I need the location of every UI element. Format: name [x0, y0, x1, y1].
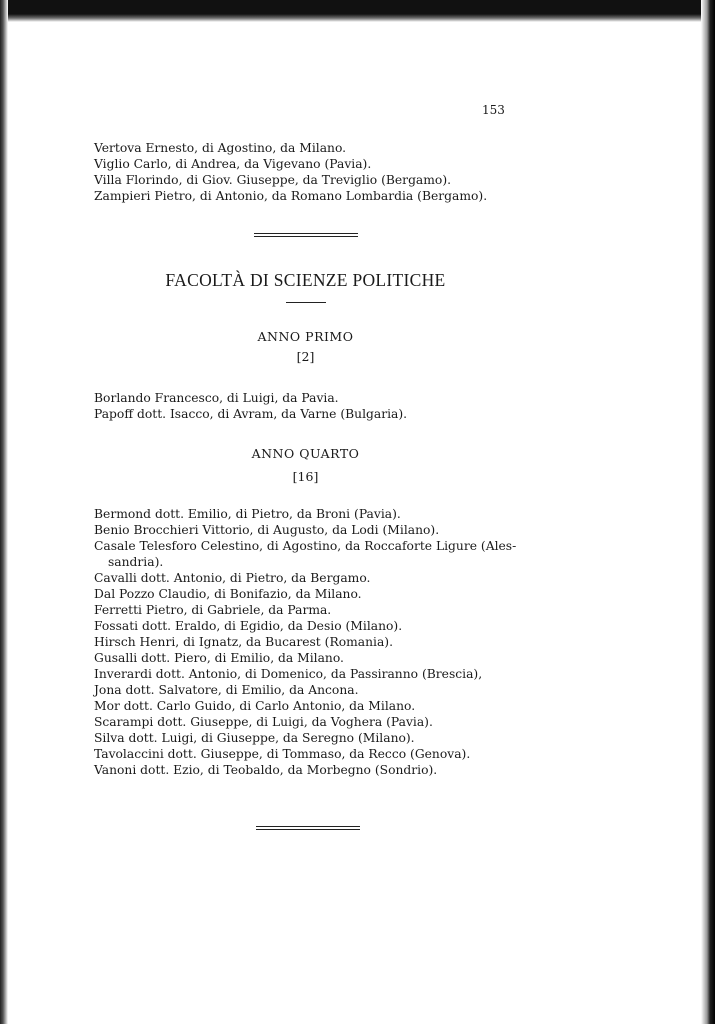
anno-quarto-heading: ANNO QUARTO	[251, 446, 360, 461]
list-item: Viglio Carlo, di Andrea, da Vigevano (Pavia).	[94, 157, 372, 171]
scan-top-edge	[0, 0, 715, 22]
list-item: Casale Telesforo Celestino, di Agostino, da Roccaforte Ligure (Ales-	[94, 539, 517, 553]
list-item: Vanoni dott. Ezio, di Teobaldo, da Morbegno (Sondrio).	[94, 763, 438, 777]
list-item: Gusalli dott. Piero, di Emilio, da Milano.	[94, 651, 344, 665]
list-item: Fossati dott. Eraldo, di Egidio, da Desio (Milano).	[94, 619, 403, 633]
list-item: Bermond dott. Emilio, di Pietro, da Broni (Pavia).	[94, 507, 401, 521]
list-item: Villa Florindo, di Giov. Giuseppe, da Treviglio (Bergamo).	[94, 173, 452, 187]
list-item: Hirsch Henri, di Ignatz, da Bucarest (Romania).	[94, 635, 393, 649]
list-item: Tavolaccini dott. Giuseppe, di Tommaso, da Recco (Genova).	[94, 747, 471, 761]
scan-left-edge	[0, 0, 8, 1024]
scan-right-edge	[701, 0, 715, 1024]
list-item: Vertova Ernesto, di Agostino, da Milano.	[94, 141, 347, 155]
list-item: Inverardi dott. Antonio, di Domenico, da Passiranno (Brescia),	[94, 667, 483, 681]
list-item: Scarampi dott. Giuseppe, di Luigi, da Voghera (Pavia).	[94, 715, 433, 729]
section-divider	[256, 826, 360, 830]
list-item: Papoff dott. Isacco, di Avram, da Varne (Bulgaria).	[94, 407, 408, 421]
list-item: Zampieri Pietro, di Antonio, da Romano Lombardia (Bergamo).	[94, 189, 488, 203]
list-item: Cavalli dott. Antonio, di Pietro, da Bergamo.	[94, 571, 371, 585]
anno-quarto-count: [16]	[292, 469, 319, 484]
list-item: Jona dott. Salvatore, di Emilio, da Ancona.	[94, 683, 359, 697]
list-item: Dal Pozzo Claudio, di Bonifazio, da Milano.	[94, 587, 362, 601]
list-item: Borlando Francesco, di Luigi, da Pavia.	[94, 391, 339, 405]
list-item: Benio Brocchieri Vittorio, di Augusto, da Lodi (Milano).	[94, 523, 440, 537]
page-number: 153	[482, 103, 505, 117]
section-divider	[254, 233, 358, 237]
anno-primo-count: [2]	[296, 349, 315, 364]
list-item: Ferretti Pietro, di Gabriele, da Parma.	[94, 603, 332, 617]
list-item: Mor dott. Carlo Guido, di Carlo Antonio, da Milano.	[94, 699, 416, 713]
anno-primo-heading: ANNO PRIMO	[257, 329, 354, 344]
list-item-continuation: sandria).	[108, 555, 164, 569]
faculty-title: FACOLTÀ DI SCIENZE POLITICHE	[165, 270, 446, 290]
list-item: Silva dott. Luigi, di Giuseppe, da Seregno (Milano).	[94, 731, 415, 745]
title-underline	[286, 302, 326, 303]
